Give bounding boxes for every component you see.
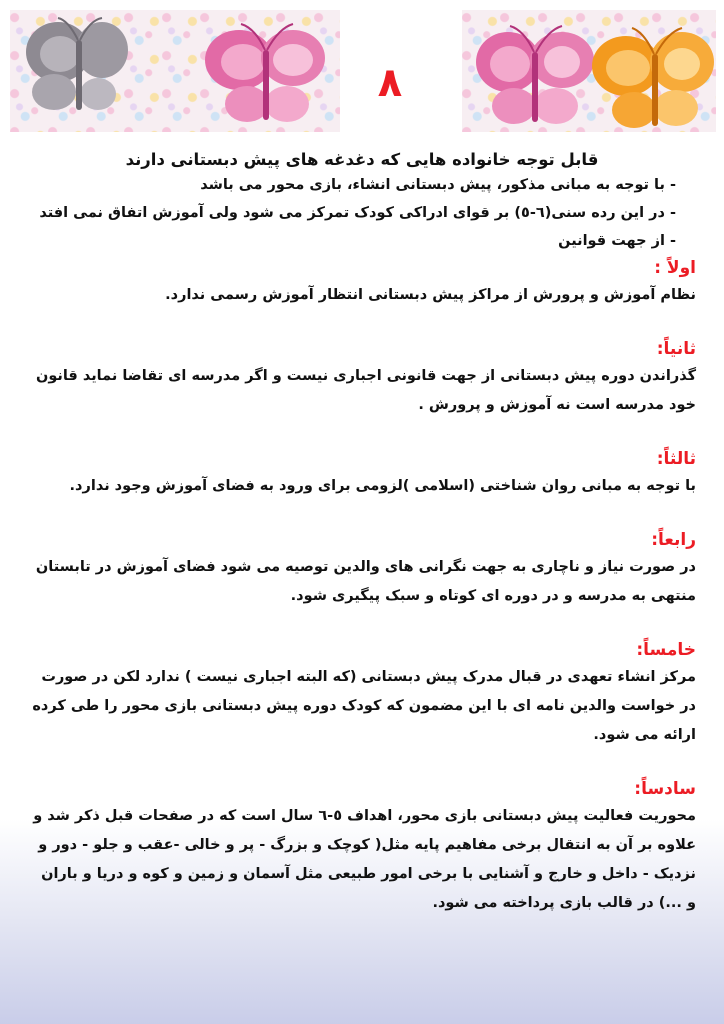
section-text-sixth: محوریت فعالیت پیش دبستانی بازی محور، اهداف ٥-٦ سال است که در صفحات قبل ذکر شد و علاوه بر آن به انتقال برخی مفاهیم پایه مثل( کوچک و بزرگ - پر و خالی -عقب و جلو - دور و نزدیک - داخل و خارج و آشنایی با برخی امور طبیعی مثل آسمان و زمین و کوه و دریا و باران و ...) در قالب بازی پرداخته می شود. bbox=[33, 808, 696, 911]
section-text-third: با توجه به مبانی روان شناختی (اسلامی )لزومی برای ورود به فضای آموزش وجود ندارد. bbox=[69, 478, 696, 494]
section-heading-second: ثانیاً: bbox=[656, 339, 696, 359]
butterfly-pink-icon bbox=[195, 16, 331, 132]
bullet-item: - در این رده سنی(٦-٥) بر قوای ادراکی کودک تمرکز می شود ولی آموزش اتفاق نمی افتد bbox=[39, 205, 676, 221]
bullet-item: - با توجه به مبانی مذکور، پیش دبستانی انشاء، بازی محور می باشد bbox=[200, 177, 676, 193]
bullet-item: - از جهت قوانین bbox=[558, 233, 676, 249]
section-heading-sixth: سادساً: bbox=[634, 779, 696, 799]
section-text-first: نظام آموزش و پرورش از مراکز پیش دبستانی انتظار آموزش رسمی ندارد. bbox=[165, 287, 696, 303]
page-title: قابل توجه خانواده هایی که دغدغه های پیش دبستانی دارند bbox=[125, 150, 599, 169]
section-heading-first: اولاً : bbox=[654, 258, 696, 278]
butterfly-pink-icon bbox=[468, 16, 600, 132]
page-number: ۸ bbox=[377, 60, 403, 106]
butterfly-gray-icon bbox=[18, 10, 136, 122]
section-heading-fifth: خامساً: bbox=[636, 640, 696, 660]
section-heading-fourth: رابعاً: bbox=[651, 530, 696, 550]
section-text-fourth: در صورت نیاز و ناچاری به جهت نگرانی های والدین توصیه می شود فضای آموزش در تابستان منتهی به مدرسه و در دوره ای کوتاه و سبک پیگیری شود. bbox=[35, 559, 696, 604]
document-body bbox=[28, 150, 696, 918]
section-heading-third: ثالثاً: bbox=[656, 449, 696, 469]
section-text-fifth: مرکز انشاء تعهدی در قبال مدرک پیش دبستانی (که البته اجباری نیست ) ندارد لکن در صورت در خواست والدین نامه ای با این مضمون که کودک دوره پیش دبستانی بازی محور را طی کرده ارائه می شود. bbox=[32, 669, 696, 743]
section-text-second: گذراندن دوره پیش دبستانی از جهت قانونی اجباری نیست و اگر مدرسه ای تقاضا نماید قانون خود مدرسه است نه آموزش و پرورش . bbox=[35, 368, 696, 413]
butterfly-orange-icon bbox=[582, 22, 720, 136]
